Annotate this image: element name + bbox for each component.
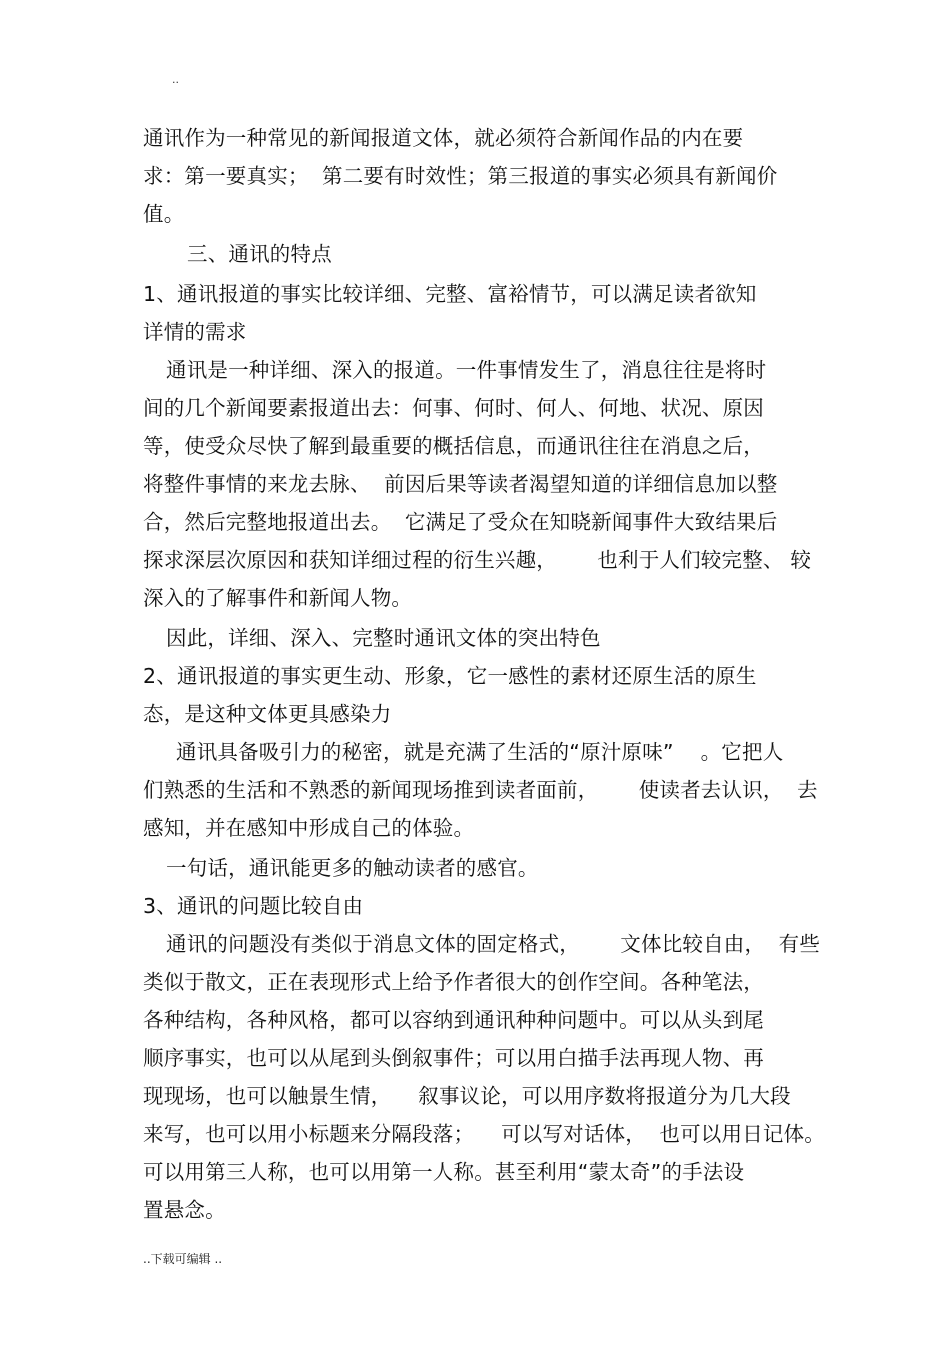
- body-line: 通讯具备吸引力的秘密，就是充满了生活的“原汁原味” 。它把人: [176, 740, 784, 764]
- body-line: 顺序事实，也可以从尾到头倒叙事件；可以用白描手法再现人物、再: [143, 1046, 764, 1070]
- subheading-line: 3、通讯的问题比较自由: [143, 894, 364, 918]
- body-line: 深入的了解事件和新闻人物。: [143, 586, 413, 610]
- body-line: 通讯的问题没有类似于消息文体的固定格式， 文体比较自由， 有些: [166, 932, 821, 956]
- body-line: 探求深层次原因和获知详细过程的衍生兴趣， 也利于人们较完整、 较: [143, 548, 812, 572]
- page-footer: ..下载可编辑 ..: [143, 1252, 223, 1266]
- body-line: 感知，并在感知中形成自己的体验。: [143, 816, 475, 840]
- body-line: 值。: [143, 202, 185, 226]
- subheading-line: 态，是这种文体更具感染力: [143, 702, 392, 726]
- body-line: 来写，也可以用小标题来分隔段落； 可以写对话体， 也可以用日记体。: [143, 1122, 825, 1146]
- body-line: 合，然后完整地报道出去。 它满足了受众在知晓新闻事件大致结果后: [143, 510, 778, 534]
- body-line: 求：第一要真实； 第二要有时效性；第三报道的事实必须具有新闻价: [143, 164, 778, 188]
- subheading-line: 2、通讯报道的事实更生动、形象，它一感性的素材还原生活的原生: [143, 664, 757, 688]
- body-line: 因此，详细、深入、完整时通讯文体的突出特色: [166, 626, 601, 650]
- body-line: 将整件事情的来龙去脉、 前因后果等读者渴望知道的详细信息加以整: [143, 472, 778, 496]
- subheading-line: 详情的需求: [143, 320, 247, 344]
- body-line: 一句话，通讯能更多的触动读者的感官。: [166, 856, 539, 880]
- subheading-line: 1、通讯报道的事实比较详细、完整、富裕情节，可以满足读者欲知: [143, 282, 757, 306]
- body-line: 们熟悉的生活和不熟悉的新闻现场推到读者面前， 使读者去认识， 去: [143, 778, 818, 802]
- body-line: 现现场，也可以触景生情， 叙事议论，可以用序数将报道分为几大段: [143, 1084, 791, 1108]
- body-line: 通讯作为一种常见的新闻报道文体，就必须符合新闻作品的内在要: [143, 126, 744, 150]
- body-line: 通讯是一种详细、深入的报道。一件事情发生了，消息往往是将时: [166, 358, 767, 382]
- body-line: 类似于散文，正在表现形式上给予作者很大的创作空间。各种笔法，: [143, 970, 764, 994]
- body-line: 各种结构，各种风格，都可以容纳到通讯种种问题中。可以从头到尾: [143, 1008, 764, 1032]
- section-heading: 三、通讯的特点: [187, 242, 332, 266]
- page-header-mark: ..: [172, 73, 179, 86]
- body-line: 可以用第三人称，也可以用第一人称。甚至利用“蒙太奇”的手法设: [143, 1160, 745, 1184]
- body-line: 等，使受众尽快了解到最重要的概括信息，而通讯往往在消息之后，: [143, 434, 764, 458]
- body-line: 置悬念。: [143, 1198, 226, 1222]
- body-line: 间的几个新闻要素报道出去：何事、何时、何人、何地、状况、原因: [143, 396, 764, 420]
